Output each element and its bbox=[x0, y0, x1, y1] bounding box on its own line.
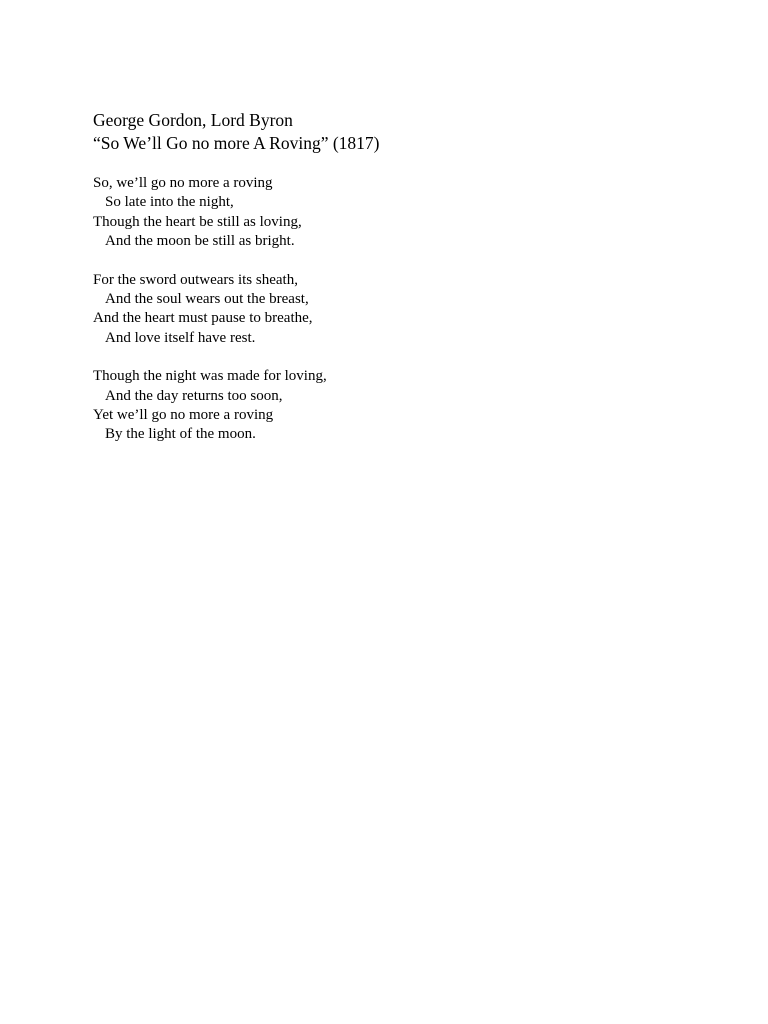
poem-body bbox=[93, 174, 713, 445]
poem-line: Yet we’ll go no more a roving bbox=[93, 407, 274, 424]
poem-title: “So We’ll Go no more A Roving” (1817) bbox=[93, 133, 380, 153]
poem-line: And the soul wears out the breast, bbox=[105, 291, 309, 308]
poem-line: And the moon be still as bright. bbox=[105, 233, 295, 250]
stanza-3 bbox=[93, 367, 713, 445]
poem-author: George Gordon, Lord Byron bbox=[93, 110, 293, 130]
poem-line: By the light of the moon. bbox=[105, 426, 256, 443]
poem-line: And the day returns too soon, bbox=[105, 387, 283, 404]
poem-line: And the heart must pause to breathe, bbox=[93, 310, 313, 327]
stanza-1 bbox=[93, 174, 713, 252]
poem-line: Though the night was made for loving, bbox=[93, 368, 327, 385]
document-page bbox=[93, 109, 713, 464]
poem-line: And love itself have rest. bbox=[105, 329, 256, 346]
poem-line: So, we’ll go no more a roving bbox=[93, 175, 273, 191]
poem-line: Though the heart be still as loving, bbox=[93, 213, 302, 230]
stanza-2 bbox=[93, 271, 713, 349]
poem-line: For the sword outwears its sheath, bbox=[93, 271, 298, 288]
poem-line: So late into the night, bbox=[105, 194, 234, 211]
